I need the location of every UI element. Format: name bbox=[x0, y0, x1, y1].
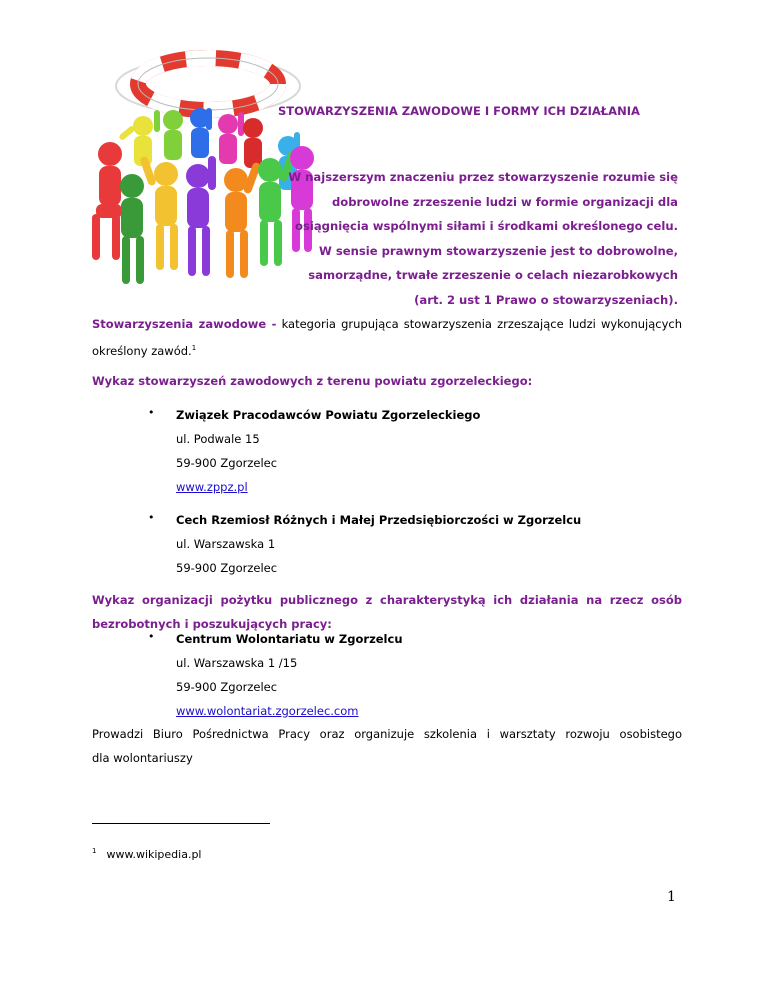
section-heading-public-benefit bbox=[92, 588, 682, 636]
org-name: Związek Pracodawców Powiatu Zgorzeleckiego bbox=[176, 408, 481, 422]
page-number: 1 bbox=[667, 889, 676, 905]
description-line: Prowadzi Biuro Pośrednictwa Pracy oraz organizuje szkolenia i warsztaty rozwoju osobistego bbox=[92, 727, 682, 741]
footnote bbox=[92, 847, 202, 861]
org-name: Cech Rzemiosł Różnych i Małej Przedsiębiorczości w Zgorzelcu bbox=[176, 513, 582, 527]
bullet-icon: • bbox=[148, 511, 155, 524]
definition-line bbox=[92, 336, 682, 363]
definition-text: określony zawód. bbox=[92, 343, 192, 358]
heading-line: Wykaz organizacji pożytku publicznego z charakterystyką ich działania na rzecz osób bbox=[92, 593, 682, 607]
org-website-link[interactable]: www.wolontariat.zgorzelec.com bbox=[176, 704, 359, 718]
intro-line: (art. 2 ust 1 Prawo o stowarzyszeniach). bbox=[414, 292, 678, 307]
definition-paragraph bbox=[92, 312, 682, 363]
bullet-icon: • bbox=[148, 406, 155, 419]
org-city: 59-900 Zgorzelec bbox=[176, 456, 278, 470]
intro-paragraph bbox=[258, 165, 678, 313]
definition-text: kategoria grupująca stowarzyszenia zrzeszające ludzi wykonujących bbox=[276, 317, 683, 331]
intro-line: osiągnięcia wspólnymi siłami i środkami określonego celu. bbox=[294, 219, 678, 234]
section-heading-associations: Wykaz stowarzyszeń zawodowych z terenu powiatu zgorzeleckiego: bbox=[92, 374, 533, 388]
bullet-icon: • bbox=[148, 630, 155, 643]
definition-line bbox=[92, 312, 682, 336]
org-street: ul. Warszawska 1 /15 bbox=[176, 656, 298, 670]
footnote-mark: 1 bbox=[92, 847, 97, 855]
footnote-separator bbox=[92, 823, 270, 824]
intro-line: dobrowolne zrzeszenie ludzi w formie organizacji dla bbox=[331, 194, 678, 209]
page-title: STOWARZYSZENIA ZAWODOWE I FORMY ICH DZIAŁANIA bbox=[278, 104, 640, 118]
intro-line: W najszerszym znaczeniu przez stowarzyszenie rozumie się bbox=[288, 170, 678, 184]
org-street: ul. Warszawska 1 bbox=[176, 537, 276, 551]
org-street: ul. Podwale 15 bbox=[176, 432, 260, 446]
footnote-reference: 1 bbox=[191, 344, 197, 352]
definition-term: Stowarzyszenia zawodowe - bbox=[92, 317, 277, 331]
org-city: 59-900 Zgorzelec bbox=[176, 561, 278, 575]
org-city: 59-900 Zgorzelec bbox=[176, 680, 278, 694]
org-name: Centrum Wolontariatu w Zgorzelcu bbox=[176, 632, 403, 646]
org-description bbox=[92, 722, 682, 770]
intro-line: W sensie prawnym stowarzyszenie jest to dobrowolne, bbox=[319, 243, 678, 258]
intro-line: samorządne, trwałe zrzeszenie o celach niezarobkowych bbox=[308, 268, 678, 283]
lifebuoy-icon bbox=[116, 58, 300, 114]
footnote-text: www.wikipedia.pl bbox=[106, 847, 202, 861]
description-line: dla wolontariuszy bbox=[92, 751, 193, 765]
heading-line: bezrobotnych i poszukujących pracy: bbox=[92, 617, 332, 631]
org-website-link[interactable]: www.zppz.pl bbox=[176, 480, 248, 494]
